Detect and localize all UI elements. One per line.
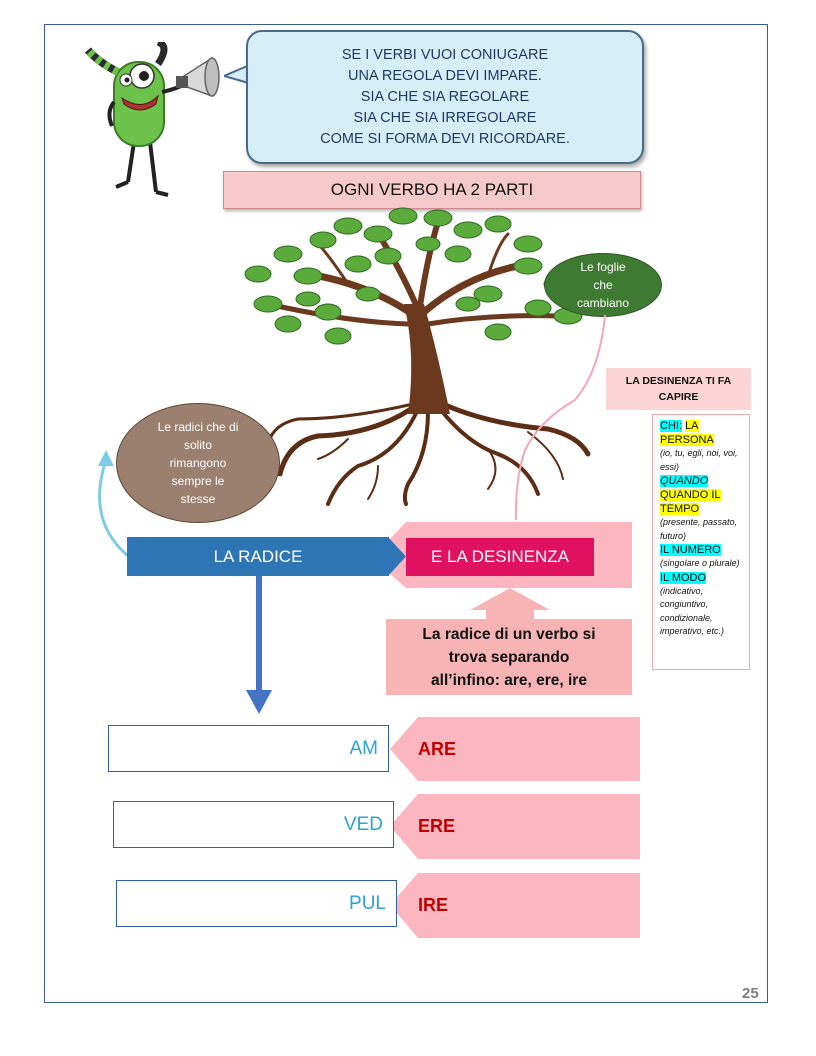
rhyme-line: SIA CHE SIA REGOLARE	[360, 88, 530, 105]
page-title: OGNI VERBO HA 2 PARTI	[223, 171, 641, 209]
numero-note: (singolare o plurale)	[660, 558, 740, 568]
info-line: all’infino: are, ere, ire	[431, 671, 587, 689]
rhyme-line: COME SI FORMA DEVI RICORDARE.	[320, 130, 570, 147]
quando-note: (presente, passato, futuro)	[660, 517, 738, 541]
desinenza-panel-list	[652, 414, 750, 670]
rhyme-line: SIA CHE SIA IRREGOLARE	[353, 109, 537, 126]
example-root-box	[113, 801, 394, 848]
quando-label: QUANDO	[660, 475, 709, 487]
example-ending: IRE	[418, 895, 449, 915]
chi-note: (io, tu, egli, noi, voi, essi)	[660, 448, 738, 472]
modo-note: (indicativo, congiuntivo, condizionale, imperativo, etc.)	[660, 585, 725, 636]
panel-title-line: CAPIRE	[658, 391, 699, 403]
example-ending: ERE	[418, 816, 456, 836]
quando-value: QUANDO IL TEMPO	[660, 489, 721, 515]
roots-label-line: rimangono	[169, 456, 227, 470]
example-root-box	[108, 725, 389, 772]
desinenza-label: E LA DESINENZA	[406, 538, 594, 576]
page-number: 25	[742, 985, 759, 1002]
leaves-label-line: che	[593, 278, 613, 292]
example-root-box	[116, 880, 397, 927]
roots-label-line: solito	[183, 438, 212, 452]
roots-label-line: stesse	[180, 492, 216, 506]
radice-label: LA RADICE	[127, 537, 389, 576]
leaves-label-line: Le foglie	[580, 260, 626, 274]
rhyme-line: UNA REGOLA DEVI IMPARE.	[348, 67, 542, 84]
chi-label: CHI:	[660, 420, 682, 432]
leaves-label-line: cambiano	[576, 296, 630, 310]
example-ending: ARE	[418, 739, 457, 759]
radice-arrow-tip	[388, 537, 408, 576]
desinenza-panel-title	[606, 368, 751, 410]
roots-label-line: Le radici che di	[157, 420, 239, 434]
radice-info-box	[386, 619, 632, 695]
chi-value: LA PERSONA	[660, 420, 714, 446]
info-line: La radice di un verbo si	[422, 625, 596, 643]
info-line: trova separando	[448, 648, 570, 666]
example-root: PUL	[349, 892, 386, 914]
modo-label: IL MODO	[660, 571, 707, 584]
example-root: AM	[349, 737, 378, 759]
rhyme-line: SE I VERBI VUOI CONIUGARE	[341, 46, 549, 63]
roots-label-line: sempre le	[171, 474, 225, 488]
example-root: VED	[343, 813, 383, 835]
numero-label: IL NUMERO	[660, 544, 721, 556]
panel-title-line: LA DESINENZA TI FA	[625, 375, 732, 387]
